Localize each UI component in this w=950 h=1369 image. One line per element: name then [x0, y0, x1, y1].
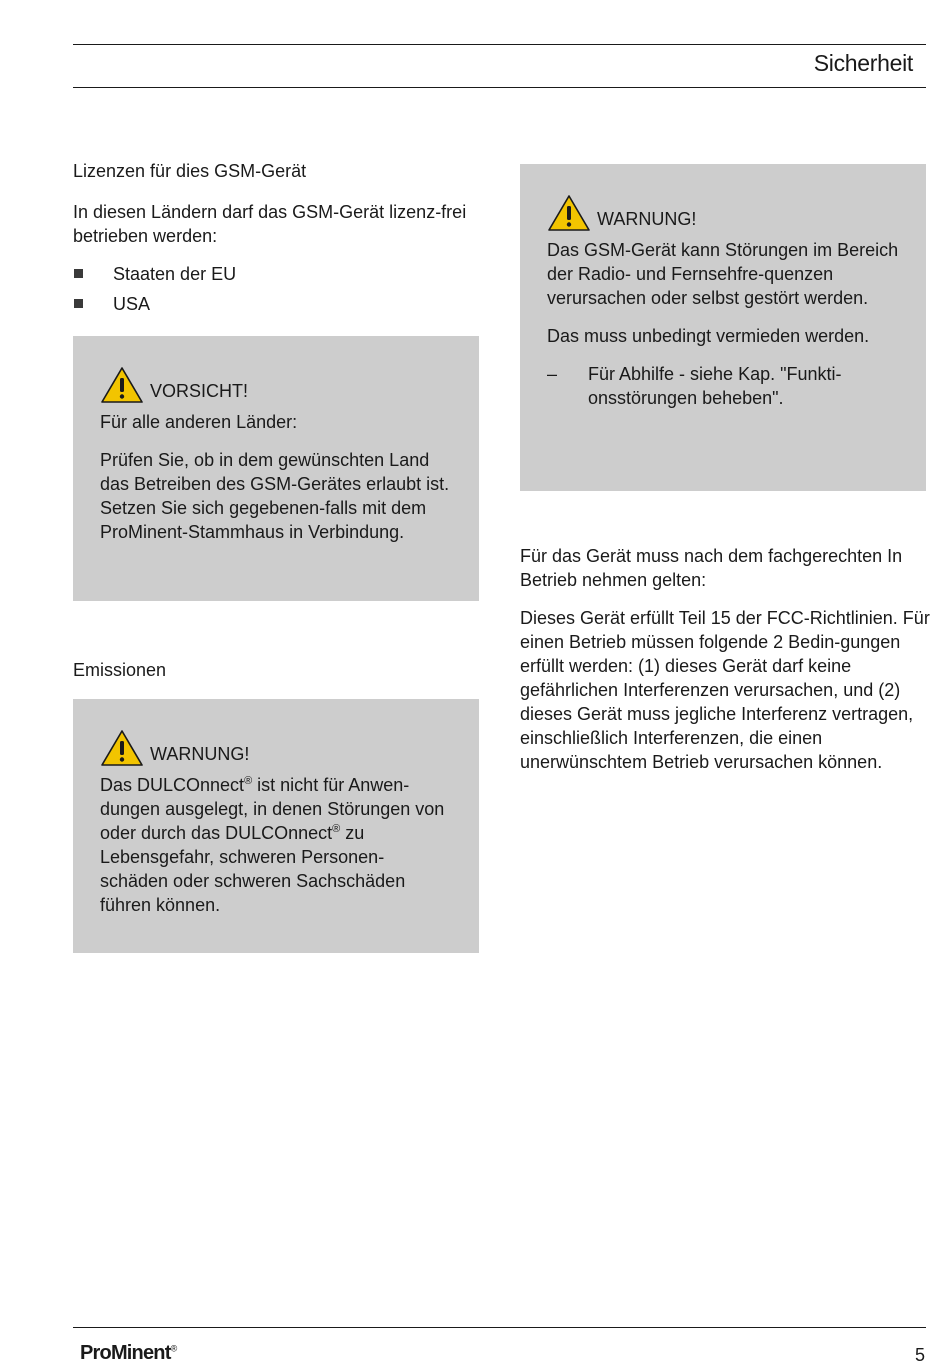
dash-bullet: –	[547, 364, 558, 384]
warning-triangle-icon	[100, 366, 144, 404]
gsm-warning-text-1: Das GSM-Gerät kann Störungen im Bereich der Radio- und Fernsehfre-quenzen verursachen oder selbst gestört werden.	[547, 240, 899, 308]
warning-triangle-icon	[547, 194, 591, 232]
fcc-intro: Für das Gerät muss nach dem fachgerechten In Betrieb nehmen gelten:	[520, 546, 903, 590]
list-item-label: Staaten der EU	[113, 264, 237, 284]
licenses-list	[73, 262, 479, 316]
logo-registered-mark: ®	[170, 1343, 178, 1354]
emissions-signal-word: WARNUNG!	[150, 744, 250, 764]
list-item	[73, 262, 479, 286]
list-item-label: USA	[113, 294, 151, 314]
header-top-rule	[73, 44, 926, 45]
list-item	[73, 292, 479, 316]
remedy-item	[547, 362, 899, 410]
fcc-text: Dieses Gerät erfüllt Teil 15 der FCC-Richtlinien. Für einen Betrieb müssen folgende 2 Bedin-gungen erfüllt werden: (1) dieses Gerät darf keine gefährlichen Interferenzen verursachen, und (2) dieses Gerät muss jegliche Interferenz vertragen, einschließlich Interferenzen, die einen unerwünschtem Betrieb verursachen können.	[520, 608, 930, 772]
square-bullet-icon	[74, 269, 83, 278]
remedy-text: Für Abhilfe - siehe Kap. "Funkti-onsstörungen beheben".	[588, 364, 842, 408]
caution-text-2: Prüfen Sie, ob in dem gewünschten Land das Betreiben des GSM-Gerätes erlaubt ist. Setzen Sie sich gegebenen-falls mit dem ProMinent-Stammhaus in Verbindung.	[100, 450, 450, 542]
caution-signal-word: VORSICHT!	[150, 381, 249, 401]
footer-rule	[73, 1327, 926, 1328]
registered-mark: ®	[332, 823, 341, 835]
emissions-text-c: zu Lebensgefahr, schweren Personen-schäden oder schweren Sachschäden führen können.	[100, 823, 406, 915]
emissions-text	[100, 773, 452, 917]
left-column	[73, 158, 479, 953]
licenses-heading: Lizenzen für dies GSM-Gerät	[73, 161, 307, 181]
registered-mark: ®	[244, 775, 253, 787]
gsm-warning-box	[520, 164, 926, 491]
square-bullet-icon	[74, 299, 83, 308]
caution-text-1: Für alle anderen Länder:	[100, 412, 298, 432]
prominent-logo	[80, 1342, 177, 1365]
gsm-warning-signal	[547, 194, 899, 232]
emissions-text-b: ist nicht für Anwen-dungen ausgelegt, in denen Störungen von oder durch das DULCOnnect	[100, 775, 445, 843]
emissions-warning-box	[73, 699, 479, 953]
caution-box	[73, 336, 479, 601]
gsm-warning-signal-word: WARNUNG!	[597, 209, 697, 229]
caution-signal	[100, 366, 452, 404]
right-column	[520, 164, 930, 788]
emissions-text-a: Das DULCOnnect	[100, 775, 245, 795]
page-number: 5	[914, 1345, 925, 1365]
licenses-intro: In diesen Ländern darf das GSM-Gerät lizenz-frei betrieben werden:	[73, 202, 467, 246]
warning-triangle-icon	[100, 729, 144, 767]
page-header-title: Sicherheit	[813, 50, 913, 76]
gsm-warning-text-2: Das muss unbedingt vermieden werden.	[547, 326, 870, 346]
emissions-signal	[100, 729, 452, 767]
emissions-heading: Emissionen	[73, 660, 167, 680]
header-bottom-rule	[73, 87, 926, 88]
logo-text: ProMinent	[80, 1342, 171, 1364]
